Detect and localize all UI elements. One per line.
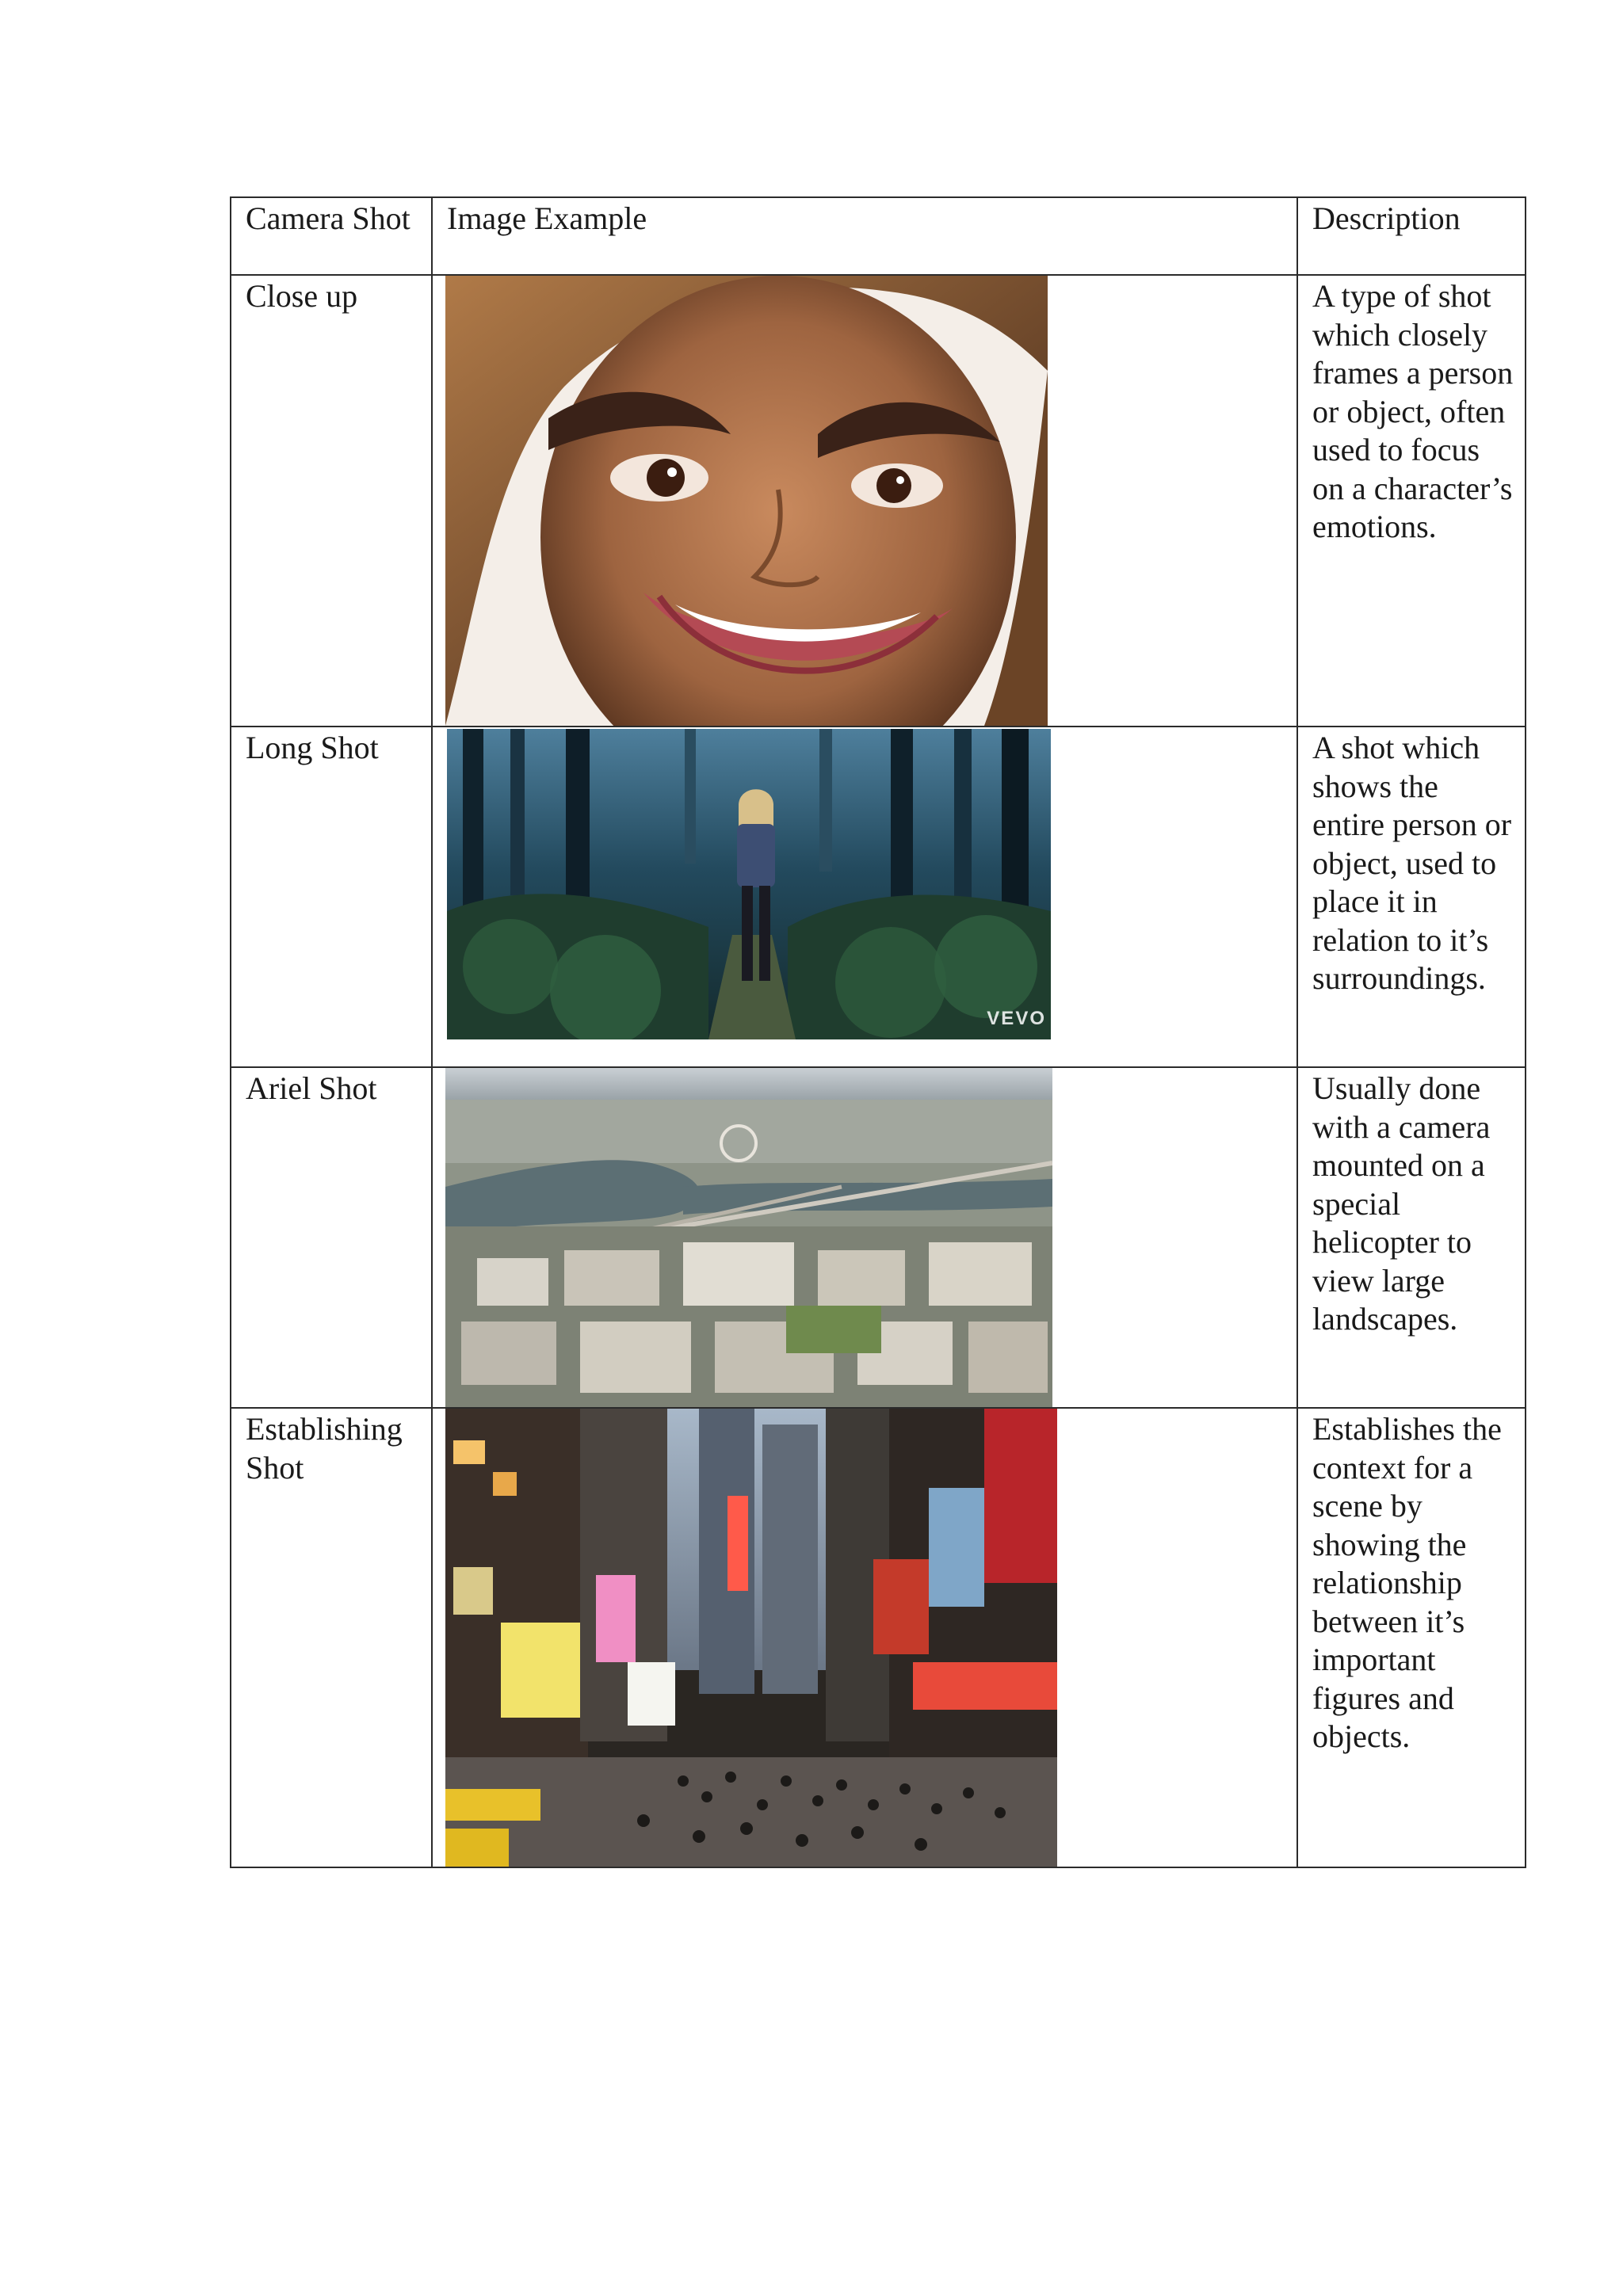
camera-shots-table bbox=[230, 196, 1526, 1868]
table-row bbox=[231, 1408, 1526, 1867]
header-cell-description bbox=[1297, 197, 1526, 275]
table-row bbox=[231, 727, 1526, 1067]
shot-name: Establishing Shot bbox=[246, 1411, 403, 1486]
image-cell bbox=[432, 727, 1297, 1067]
description-cell bbox=[1297, 275, 1526, 727]
header-shot-label: Camera Shot bbox=[246, 200, 411, 236]
header-description-label: Description bbox=[1312, 200, 1461, 236]
header-cell-shot bbox=[231, 197, 432, 275]
image-cell bbox=[432, 1067, 1297, 1408]
shot-cell bbox=[231, 1408, 432, 1867]
closeup-portrait-image bbox=[445, 276, 1048, 726]
shot-description: Establishes the context for a scene by showing the relationship between it’s important figures and objects. bbox=[1312, 1411, 1502, 1754]
vevo-watermark: VEVO bbox=[987, 1007, 1046, 1029]
shot-description: A type of shot which closely frames a person or object, often used to focus on a character’s emotions. bbox=[1312, 278, 1514, 544]
shot-name: Long Shot bbox=[246, 730, 379, 765]
shot-name: Close up bbox=[246, 278, 358, 314]
aerial-city-image bbox=[445, 1068, 1052, 1407]
image-cell bbox=[432, 1408, 1297, 1867]
shot-name: Ariel Shot bbox=[246, 1070, 377, 1106]
shot-cell bbox=[231, 727, 432, 1067]
shot-description: A shot which shows the entire person or object, used to place it in relation to it’s surroundings. bbox=[1312, 730, 1512, 996]
shot-description: Usually done with a camera mounted on a special helicopter to view large landscapes. bbox=[1312, 1070, 1491, 1337]
forest-long-shot-image bbox=[447, 729, 1051, 1039]
shot-cell bbox=[231, 275, 432, 727]
shot-cell bbox=[231, 1067, 432, 1408]
table-header-row bbox=[231, 197, 1526, 275]
description-cell bbox=[1297, 1067, 1526, 1408]
header-cell-image bbox=[432, 197, 1297, 275]
image-cell bbox=[432, 275, 1297, 727]
city-square-image bbox=[445, 1409, 1057, 1867]
table-row bbox=[231, 1067, 1526, 1408]
table-row bbox=[231, 275, 1526, 727]
description-cell bbox=[1297, 1408, 1526, 1867]
description-cell bbox=[1297, 727, 1526, 1067]
header-image-label: Image Example bbox=[447, 200, 647, 236]
